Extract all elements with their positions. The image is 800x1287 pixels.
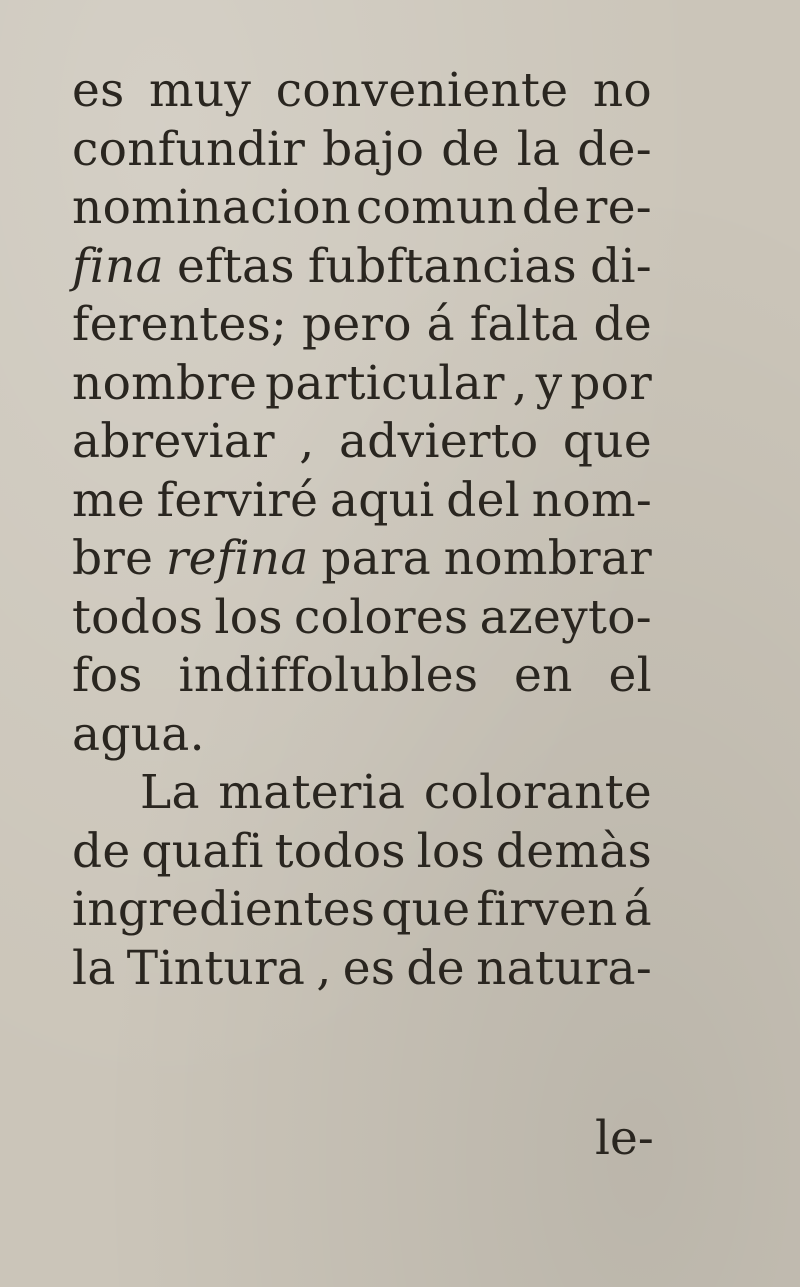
text-line-10: todos los colores azeyto-	[72, 589, 652, 645]
text-line-6: nombre particular , y por	[72, 355, 652, 411]
text-line-16: la Tintura , es de natura-	[72, 940, 652, 996]
text-line-15: ingredientes que firven á	[72, 882, 652, 937]
text-line-11: fos indiffolubles en el	[72, 648, 652, 703]
text-line-2: confundir bajo de la de-	[72, 121, 652, 177]
text-line-12: agua.	[72, 706, 205, 762]
text-line-3: nominacion comun de re-	[72, 180, 652, 235]
text-line-13: La materia colorante	[140, 765, 652, 820]
text-line-14: de quafi todos los demàs	[72, 823, 652, 879]
text-line-9: bre refina para nombrar	[72, 531, 652, 586]
text-line-1: es muy conveniente no	[72, 63, 652, 118]
text-line-7: abreviar , advierto que	[72, 414, 652, 469]
body-text	[72, 62, 672, 998]
text-line-5: ferentes; pero á falta de	[72, 297, 652, 352]
catchword: le-	[595, 1111, 654, 1166]
text-line-4: fina eftas fubftancias di-	[72, 238, 652, 294]
text-line-8: me ferviré aqui del nom-	[72, 472, 652, 528]
